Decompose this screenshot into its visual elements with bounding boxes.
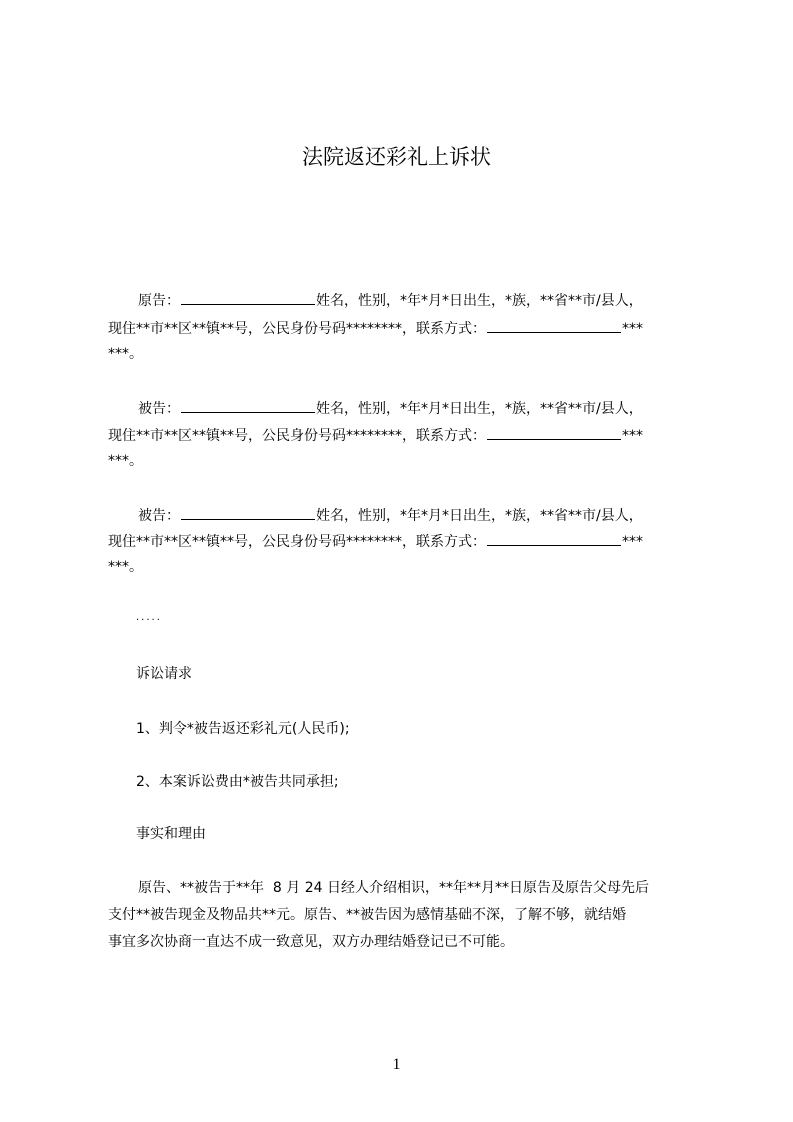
facts-line: 事宜多次协商一直达不成一致意见，双方办理结婚登记已不可能。 (108, 934, 514, 950)
name-blank (181, 290, 315, 305)
party-2-line-2 (108, 425, 700, 446)
party-address: 现住**市**区**镇**号，公民身份号码********，联系方式： (108, 534, 486, 550)
contact-blank (487, 318, 621, 333)
name-blank (181, 398, 315, 413)
party-role-label: 被告： (138, 508, 180, 524)
facts-line: 支付**被告现金及物品共**元。原告、**被告因为感情基础不深，了解不够，就结婚 (108, 907, 626, 923)
party-2-line-1 (138, 398, 643, 419)
omission-dots: ..... (136, 612, 162, 623)
party-detail: 姓名，性别，*年*月*日出生，*族，**省**市/县人， (316, 401, 643, 417)
party-3-line-3 (108, 557, 143, 577)
claim-item: 1、判令*被告返还彩礼元(人民币); (136, 721, 350, 737)
party-3-line-2 (108, 531, 700, 552)
claim-item: 2、本案诉讼费由*被告共同承担; (136, 774, 339, 790)
party-contact-tail: *** (622, 428, 643, 444)
party-contact-tail: *** (622, 534, 643, 550)
party-contact-end: ***。 (108, 453, 143, 469)
party-contact-tail: *** (622, 321, 643, 337)
facts-heading: 事实和理由 (136, 826, 206, 842)
party-1-line-2 (108, 318, 700, 339)
party-1-line-1 (138, 290, 643, 311)
party-address: 现住**市**区**镇**号，公民身份号码********，联系方式： (108, 428, 486, 444)
name-blank (181, 505, 315, 520)
contact-blank (487, 425, 621, 440)
document-title: 法院返还彩礼上诉状 (302, 145, 491, 169)
contact-blank (487, 531, 621, 546)
page-number: 1 (392, 1056, 401, 1073)
claims-heading: 诉讼请求 (136, 666, 192, 682)
party-contact-end: ***。 (108, 559, 143, 575)
party-2-line-3 (108, 451, 143, 471)
party-3-line-1 (138, 505, 643, 526)
facts-line: 原告、**被告于**年 8 月 24 日经人介绍相识，**年**月**日原告及原告父母先后 (138, 880, 649, 896)
party-contact-end: ***。 (108, 346, 143, 362)
party-address: 现住**市**区**镇**号，公民身份号码********，联系方式： (108, 321, 486, 337)
party-detail: 姓名，性别，*年*月*日出生，*族，**省**市/县人， (316, 293, 643, 309)
party-role-label: 原告： (138, 293, 180, 309)
party-detail: 姓名，性别，*年*月*日出生，*族，**省**市/县人， (316, 508, 643, 524)
party-role-label: 被告： (138, 401, 180, 417)
party-1-line-3 (108, 344, 143, 364)
